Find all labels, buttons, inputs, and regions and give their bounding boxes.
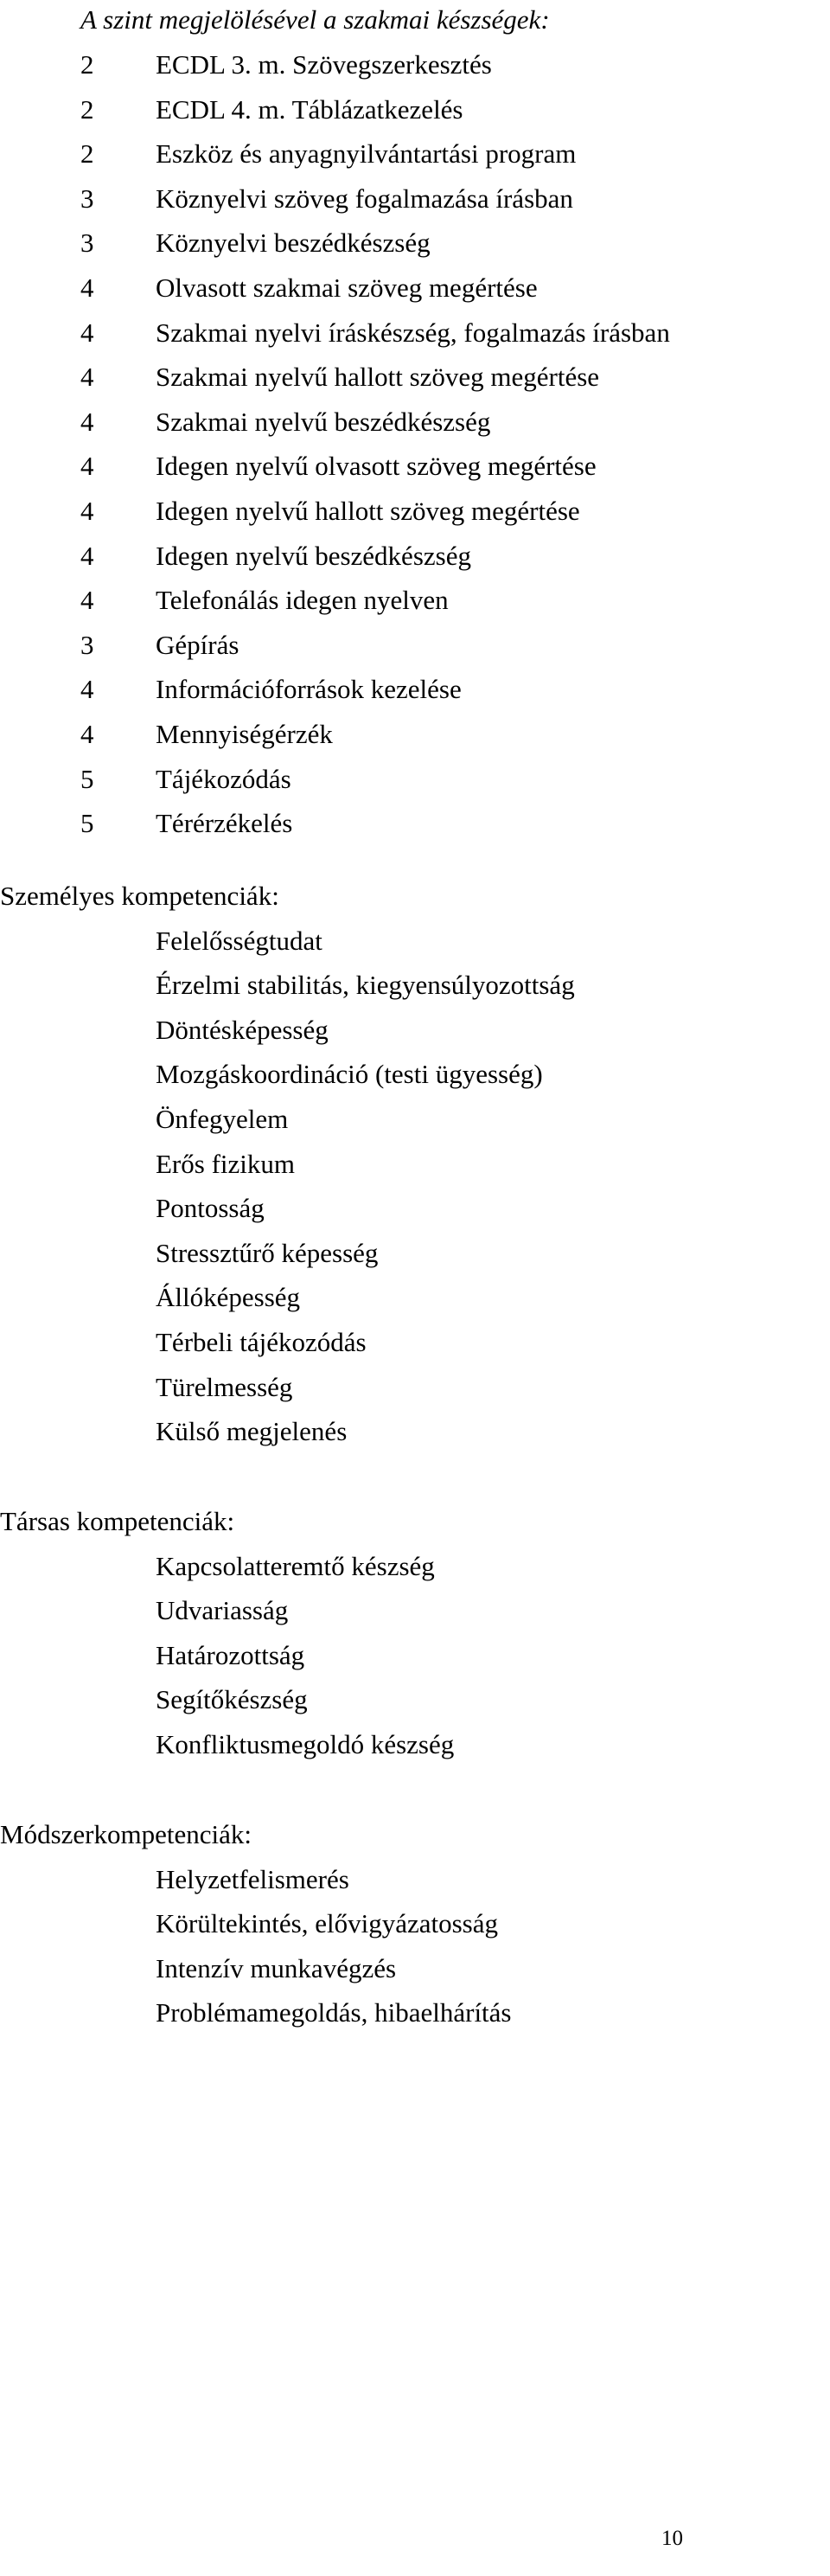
list-item: Intenzív munkavégzés: [156, 1952, 397, 1983]
list-item: Térbeli tájékozódás: [156, 1326, 367, 1357]
list-item: Önfegyelem: [156, 1103, 289, 1134]
skill-level: 2: [80, 49, 94, 80]
skill-level: 2: [80, 138, 94, 170]
list-item: Állóképesség: [156, 1282, 301, 1313]
skill-level: 4: [80, 406, 94, 437]
list-item: Körültekintés, elővigyázatosság: [156, 1908, 499, 1939]
skill-label: Tájékozódás: [156, 763, 291, 794]
skill-label: Gépírás: [156, 629, 239, 660]
list-item: Udvariasság: [156, 1595, 289, 1626]
list-item: Stressztűrő képesség: [156, 1237, 379, 1268]
skill-level: 4: [80, 540, 94, 571]
list-item: Helyzetfelismerés: [156, 1863, 349, 1894]
skill-level: 4: [80, 585, 94, 616]
list-item: Mozgáskoordináció (testi ügyesség): [156, 1059, 543, 1090]
skill-level: 5: [80, 763, 94, 794]
skill-label: Térérzékelés: [156, 808, 293, 839]
skill-level: 4: [80, 718, 94, 749]
skill-level: 4: [80, 272, 94, 303]
personal-competencies-list: [0, 919, 830, 1454]
skill-label: Olvasott szakmai szöveg megértése: [156, 272, 538, 303]
social-competencies-list: [0, 1544, 830, 1767]
skill-level: 5: [80, 808, 94, 839]
social-competencies-title: Társas kompetenciák:: [0, 1506, 235, 1536]
list-item: Türelmesség: [156, 1371, 293, 1402]
skill-level: 4: [80, 362, 94, 393]
skill-label: Szakmai nyelvi íráskészség, fogalmazás írásban: [156, 317, 670, 348]
social-competencies-section: [0, 1499, 830, 1767]
skill-level: 4: [80, 495, 94, 526]
skill-label: Idegen nyelvű hallott szöveg megértése: [156, 495, 580, 526]
skill-level: 4: [80, 451, 94, 482]
skill-level: 4: [80, 674, 94, 705]
skill-label: Köznyelvi szöveg fogalmazása írásban: [156, 183, 573, 214]
personal-competencies-section: [0, 874, 830, 1454]
skill-label: Mennyiségérzék: [156, 718, 333, 749]
personal-competencies-title: Személyes kompetenciák:: [0, 881, 279, 911]
skill-label: Köznyelvi beszédkészség: [156, 227, 431, 259]
skill-label: ECDL 3. m. Szövegszerkesztés: [156, 49, 492, 80]
skill-label: Információforrások kezelése: [156, 674, 462, 705]
skill-level: 3: [80, 227, 94, 259]
skill-label: Szakmai nyelvű beszédkészség: [156, 406, 491, 437]
list-item: Döntésképesség: [156, 1014, 329, 1045]
skill-label: Szakmai nyelvű hallott szöveg megértése: [156, 362, 600, 393]
skill-label: Idegen nyelvű olvasott szöveg megértése: [156, 451, 597, 482]
list-item: Felelősségtudat: [156, 925, 322, 956]
skill-level: 3: [80, 629, 94, 660]
method-competencies-title: Módszerkompetenciák:: [0, 1819, 252, 1849]
skill-level: 2: [80, 93, 94, 125]
skills-heading: A szint megjelölésével a szakmai készségek:: [80, 4, 550, 35]
list-item: Pontosság: [156, 1193, 265, 1224]
list-item: Határozottság: [156, 1639, 305, 1670]
list-item: Segítőkészség: [156, 1684, 308, 1715]
method-competencies-list: [0, 1857, 830, 2035]
list-item: Konfliktusmegoldó készség: [156, 1728, 455, 1759]
skill-label: Eszköz és anyagnyilvántartási program: [156, 138, 577, 170]
list-item: Problémamegoldás, hibaelhárítás: [156, 1997, 512, 2028]
skill-label: ECDL 4. m. Táblázatkezelés: [156, 93, 463, 125]
skill-level: 3: [80, 183, 94, 214]
list-item: Kapcsolatteremtő készség: [156, 1550, 435, 1581]
skill-level: 4: [80, 317, 94, 348]
list-item: Érzelmi stabilitás, kiegyensúlyozottság: [156, 970, 575, 1001]
page-number: 10: [661, 2527, 683, 2550]
method-competencies-section: [0, 1812, 830, 2035]
list-item: Külső megjelenés: [156, 1416, 348, 1447]
skill-label: Idegen nyelvű beszédkészség: [156, 540, 471, 571]
list-item: Erős fizikum: [156, 1148, 295, 1179]
skill-label: Telefonálás idegen nyelven: [156, 585, 449, 616]
